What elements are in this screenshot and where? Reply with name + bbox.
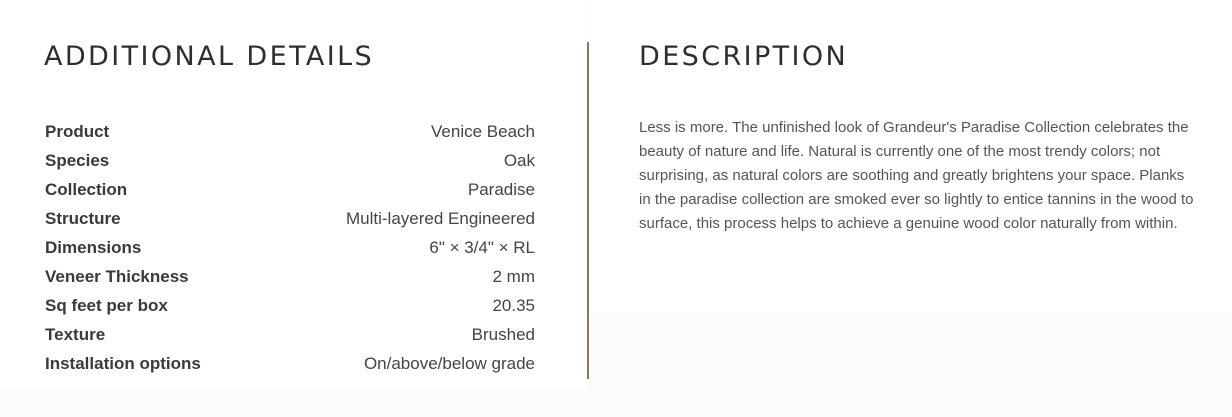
detail-label: Species <box>45 150 110 170</box>
detail-value: 2 mm <box>492 266 535 286</box>
detail-row-product <box>45 117 535 146</box>
description-heading: DESCRIPTION <box>639 41 849 72</box>
detail-row-dimensions <box>45 233 535 262</box>
detail-row-structure <box>45 204 535 233</box>
detail-value: 6" × 3/4" × RL <box>429 237 535 257</box>
detail-label: Collection <box>45 179 128 199</box>
detail-value: Oak <box>503 150 535 170</box>
detail-value: Multi-layered Engineered <box>346 208 535 228</box>
detail-row-installation-options <box>45 349 535 378</box>
detail-row-species <box>45 146 535 175</box>
detail-value: Brushed <box>471 324 535 344</box>
detail-value: Venice Beach <box>431 121 535 141</box>
detail-value: Paradise <box>467 179 535 199</box>
detail-row-sq-feet-per-box <box>45 291 535 320</box>
detail-label: Sq feet per box <box>45 295 168 315</box>
detail-row-texture <box>45 320 535 349</box>
detail-label: Installation options <box>45 353 201 373</box>
detail-row-collection <box>45 175 535 204</box>
detail-label: Texture <box>45 324 106 344</box>
detail-row-veneer-thickness <box>45 262 535 291</box>
detail-value: On/above/below grade <box>363 353 535 373</box>
details-table <box>45 117 535 378</box>
description-text: Less is more. The unfinished look of Grandeur's Paradise Collection celebrates the beauty of nature and life. Natural is currently one of the most trendy colors; not surprising, as natural colors are soothing and greatly brightens your space. Planks in the paradise collection are smoked ever so lightly to entice tannins in the wood to surface, this process helps to achieve a genuine wood color naturally from within. <box>639 119 1194 232</box>
column-divider <box>587 42 589 379</box>
additional-details-heading: ADDITIONAL DETAILS <box>44 41 375 72</box>
detail-label: Structure <box>45 208 121 228</box>
detail-value: 20.35 <box>492 295 535 315</box>
detail-label: Dimensions <box>45 237 142 257</box>
detail-label: Product <box>45 121 110 141</box>
detail-label: Veneer Thickness <box>45 266 189 286</box>
